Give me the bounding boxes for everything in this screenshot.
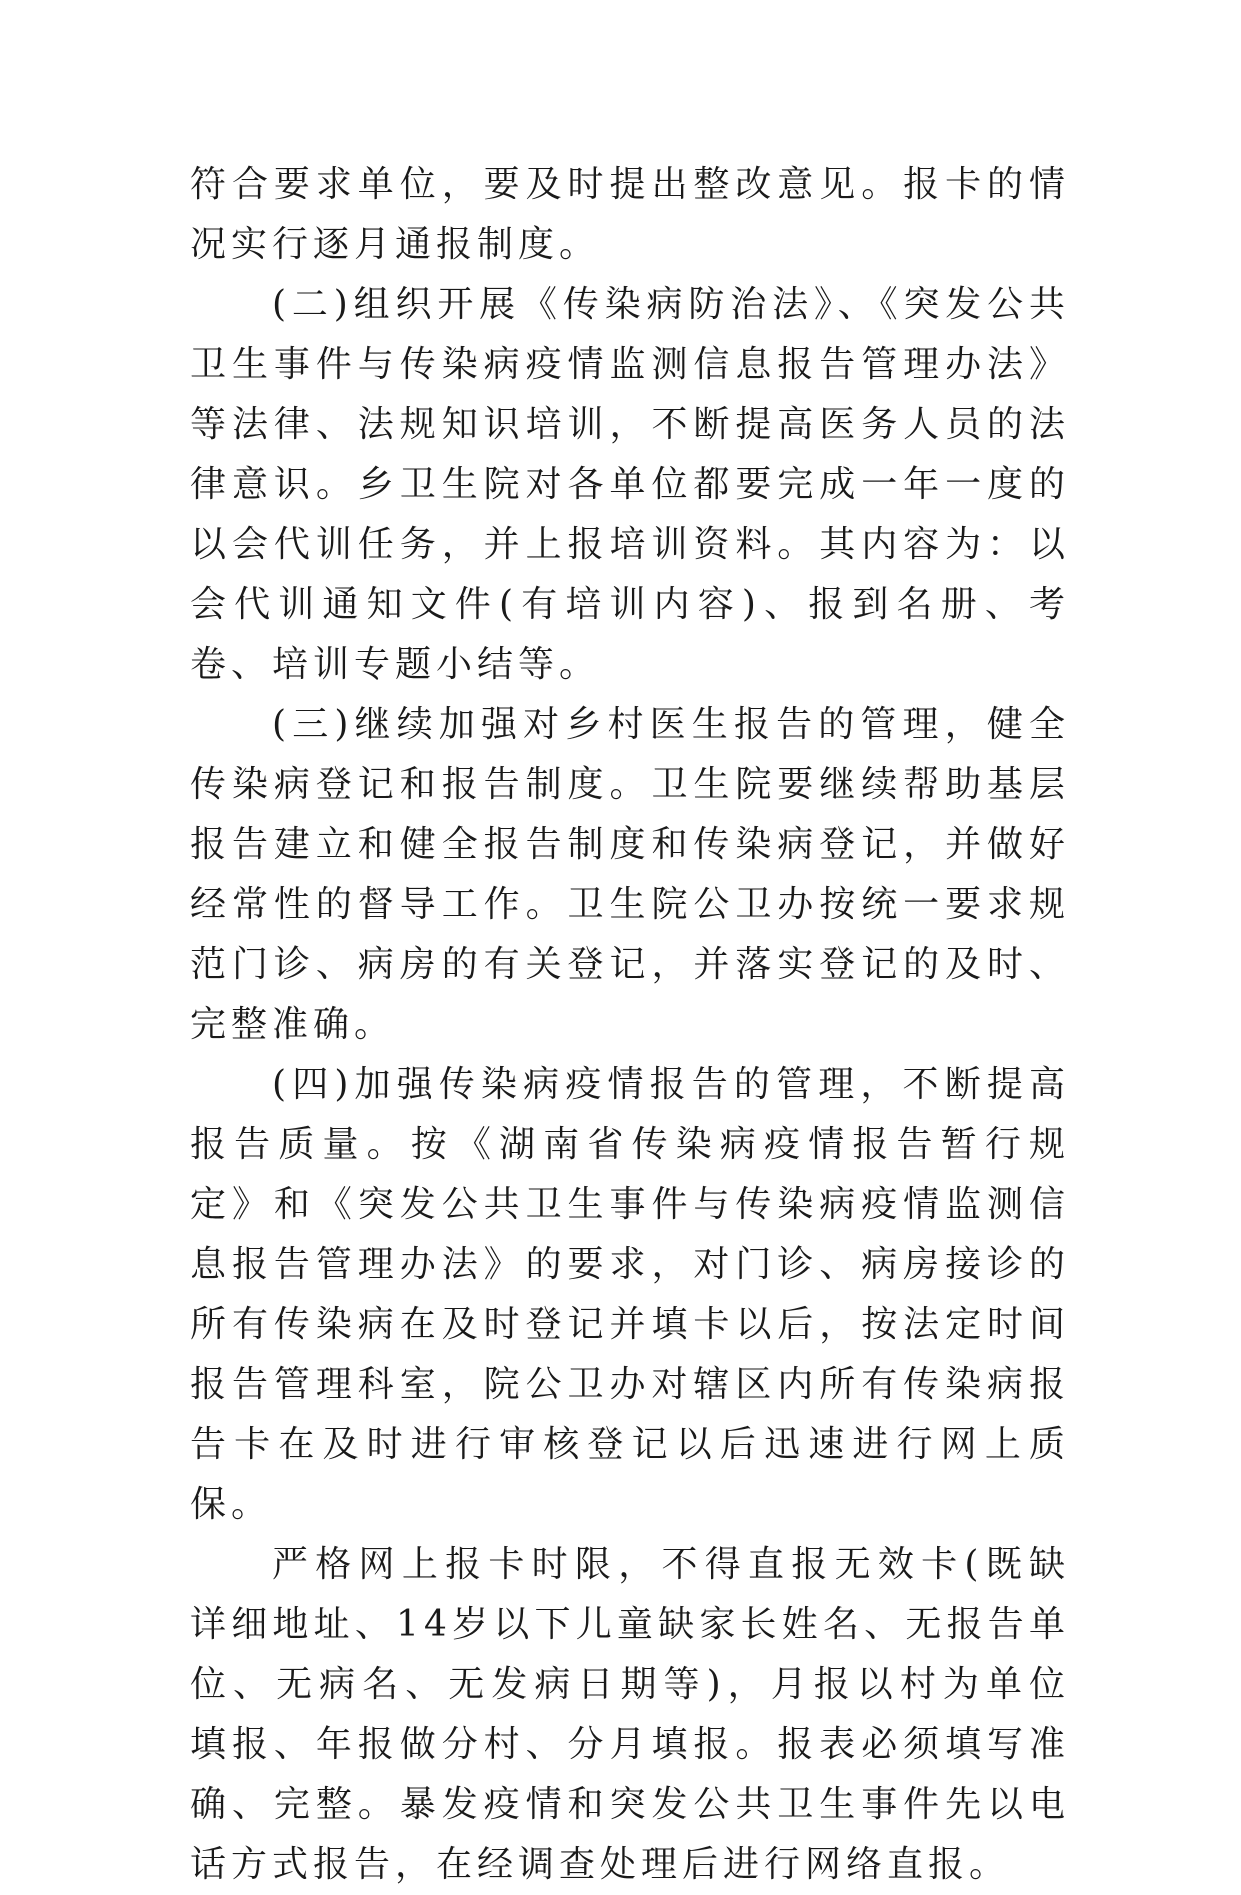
paragraph-2: (二)组织开展《传染病防治法》、《突发公共卫生事件与传染病疫情监测信息报告管理办法》等法律、法规知识培训，不断提高医务人员的法律意识。乡卫生院对各单位都要完成一年一度的以会代训任务，并上报培训资料。其内容为：以会代训通知文件(有培训内容)、报到名册、考卷、培训专题小结等。	[190, 284, 1070, 685]
paragraph-4: (四)加强传染病疫情报告的管理，不断提高报告质量。按《湖南省传染病疫情报告暂行规定》和《突发公共卫生事件与传染病疫情监测信息报告管理办法》的要求，对门诊、病房接诊的所有传染病在及时登记并填卡以后，按法定时间报告管理科室，院公卫办对辖区内所有传染病报告卡在及时进行审核登记以后迅速进行网上质保。	[190, 1064, 1070, 1525]
paragraph-5: 严格网上报卡时限，不得直报无效卡(既缺详细地址、14岁以下儿童缺家长姓名、无报告单位、无病名、无发病日期等)，月报以村为单位填报、年报做分村、分月填报。报表必须填写准确、完整。暴发疫情和突发公共卫生事件先以电话方式报告，在经调查处理后进行网络直报。	[190, 1544, 1070, 1885]
paragraph-1: 符合要求单位，要及时提出整改意见。报卡的情况实行逐月通报制度。	[190, 164, 1070, 265]
document-body	[190, 155, 1070, 1895]
paragraph-3: (三)继续加强对乡村医生报告的管理，健全传染病登记和报告制度。卫生院要继续帮助基层报告建立和健全报告制度和传染病登记，并做好经常性的督导工作。卫生院公卫办按统一要求规范门诊、病房的有关登记，并落实登记的及时、完整准确。	[190, 704, 1070, 1045]
